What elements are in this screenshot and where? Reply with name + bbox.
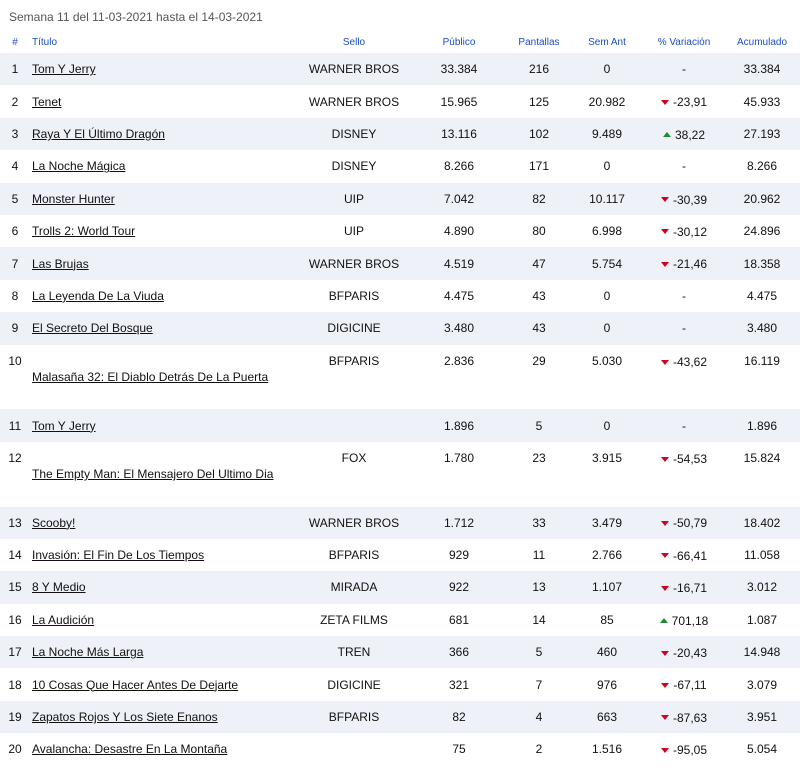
sello-cell	[298, 733, 410, 765]
variacion-value: -	[682, 288, 686, 303]
sello-cell: FOX	[298, 442, 410, 507]
title-cell	[30, 571, 298, 603]
sello-cell: BFPARIS	[298, 701, 410, 733]
movie-title-link[interactable]: 8 Y Medio	[32, 580, 86, 595]
variacion-value: -30,12	[672, 224, 708, 239]
rank-cell: 1	[0, 53, 30, 85]
rank-cell: 17	[0, 636, 30, 668]
table-row	[0, 53, 800, 85]
sello-cell: WARNER BROS	[298, 507, 410, 539]
down-arrow-icon	[661, 360, 669, 365]
rank-cell: 19	[0, 701, 30, 733]
variacion-value: -	[682, 159, 686, 174]
sem-ant-cell: 976	[570, 668, 644, 700]
rank-cell: 12	[0, 442, 30, 507]
down-arrow-icon	[661, 748, 669, 753]
variacion-cell	[644, 604, 724, 636]
acumulado-cell: 14.948	[724, 636, 800, 668]
variacion-cell	[644, 507, 724, 539]
movie-title-link[interactable]: Scooby!	[32, 515, 76, 530]
pantallas-cell: 4	[508, 701, 570, 733]
rank-cell: 7	[0, 247, 30, 279]
sem-ant-cell: 5.754	[570, 247, 644, 279]
sem-ant-cell: 9.489	[570, 118, 644, 150]
sem-ant-cell: 3.915	[570, 442, 644, 507]
title-cell	[30, 183, 298, 215]
box-office-table	[0, 31, 800, 766]
publico-cell: 4.890	[410, 215, 508, 247]
title-cell	[30, 733, 298, 765]
table-row	[0, 118, 800, 150]
header-sello[interactable]: Sello	[342, 36, 366, 48]
rank-cell: 11	[0, 409, 30, 441]
pantallas-cell: 2	[508, 733, 570, 765]
movie-title-link[interactable]: Tenet	[32, 94, 62, 109]
rank-cell: 9	[0, 312, 30, 344]
publico-cell: 929	[410, 539, 508, 571]
week-label: Semana 11 del 11-03-2021 hasta el 14-03-2021	[9, 10, 263, 24]
sello-cell: WARNER BROS	[298, 247, 410, 279]
table-row	[0, 442, 800, 507]
header-rank[interactable]: #	[12, 36, 18, 48]
sello-cell: MIRADA	[298, 571, 410, 603]
rank-cell: 6	[0, 215, 30, 247]
title-cell	[30, 150, 298, 182]
pantallas-cell: 216	[508, 53, 570, 85]
header-title[interactable]: Título	[32, 36, 58, 48]
sem-ant-cell: 0	[570, 150, 644, 182]
movie-title-link[interactable]: The Empty Man: El Mensajero Del Ultimo Dia	[32, 467, 274, 482]
variacion-value: -67,11	[673, 678, 707, 693]
table-row	[0, 604, 800, 636]
variacion-value: -	[682, 321, 686, 336]
movie-title-link[interactable]: Raya Y El Último Dragón	[32, 126, 165, 141]
title-cell	[30, 312, 298, 344]
variacion-value: -21,46	[672, 257, 708, 272]
variacion-value: -16,71	[672, 581, 708, 596]
title-cell	[30, 85, 298, 117]
table-row	[0, 507, 800, 539]
up-arrow-icon	[663, 132, 671, 137]
title-cell	[30, 215, 298, 247]
down-arrow-icon	[661, 229, 669, 234]
table-row	[0, 733, 800, 765]
title-cell	[30, 345, 298, 410]
sello-cell: TREN	[298, 636, 410, 668]
acumulado-cell: 15.824	[724, 442, 800, 507]
pantallas-cell: 47	[508, 247, 570, 279]
variacion-cell	[644, 183, 724, 215]
publico-cell: 681	[410, 604, 508, 636]
acumulado-cell: 24.896	[724, 215, 800, 247]
publico-cell: 82	[410, 701, 508, 733]
movie-title-link[interactable]: Invasión: El Fin De Los Tiempos	[32, 548, 205, 563]
table-row	[0, 571, 800, 603]
publico-cell: 7.042	[410, 183, 508, 215]
variacion-value: -54,53	[672, 452, 708, 467]
movie-title-link[interactable]: La Leyenda De La Viuda	[32, 288, 164, 303]
sello-cell: UIP	[298, 215, 410, 247]
movie-title-link[interactable]: Avalancha: Desastre En La Montaña	[32, 742, 228, 757]
title-cell	[30, 507, 298, 539]
variacion-cell	[644, 150, 724, 182]
variacion-value: -66,41	[672, 548, 708, 563]
publico-cell: 321	[410, 668, 508, 700]
table-row	[0, 701, 800, 733]
movie-title-link[interactable]: Las Brujas	[32, 256, 89, 271]
acumulado-cell: 45.933	[724, 85, 800, 117]
publico-cell: 1.780	[410, 442, 508, 507]
acumulado-cell: 3.079	[724, 668, 800, 700]
variacion-cell	[644, 312, 724, 344]
publico-cell: 4.475	[410, 280, 508, 312]
publico-cell: 8.266	[410, 150, 508, 182]
sem-ant-cell: 20.982	[570, 85, 644, 117]
publico-cell: 75	[410, 733, 508, 765]
variacion-cell	[644, 442, 724, 507]
sello-cell	[298, 409, 410, 441]
acumulado-cell: 11.058	[724, 539, 800, 571]
pantallas-cell: 14	[508, 604, 570, 636]
sem-ant-cell: 5.030	[570, 345, 644, 410]
publico-cell: 922	[410, 571, 508, 603]
sem-ant-cell: 3.479	[570, 507, 644, 539]
title-cell	[30, 604, 298, 636]
variacion-value: -43,62	[672, 355, 708, 370]
table-row	[0, 150, 800, 182]
title-cell	[30, 53, 298, 85]
title-cell	[30, 247, 298, 279]
rank-cell: 2	[0, 85, 30, 117]
title-cell	[30, 701, 298, 733]
rank-cell: 5	[0, 183, 30, 215]
pantallas-cell: 7	[508, 668, 570, 700]
pantallas-cell: 43	[508, 312, 570, 344]
sem-ant-cell: 10.117	[570, 183, 644, 215]
sem-ant-cell: 0	[570, 280, 644, 312]
acumulado-cell: 1.896	[724, 409, 800, 441]
acumulado-cell: 27.193	[724, 118, 800, 150]
variacion-value: -20,43	[672, 646, 708, 660]
acumulado-cell: 1.087	[724, 604, 800, 636]
table-row	[0, 312, 800, 344]
variacion-cell	[644, 571, 724, 603]
sello-cell: WARNER BROS	[298, 85, 410, 117]
publico-cell: 1.712	[410, 507, 508, 539]
rank-cell: 8	[0, 280, 30, 312]
variacion-value: -87,63	[672, 710, 708, 725]
table-row	[0, 215, 800, 247]
acumulado-cell: 3.012	[724, 571, 800, 603]
publico-cell: 15.965	[410, 85, 508, 117]
acumulado-cell: 18.402	[724, 507, 800, 539]
movie-title-link[interactable]: 10 Cosas Que Hacer Antes De Dejarte	[32, 677, 239, 692]
sem-ant-cell: 460	[570, 636, 644, 668]
movie-title-link[interactable]: Malasaña 32: El Diablo Detrás De La Puerta	[32, 369, 269, 384]
table-row	[0, 668, 800, 700]
down-arrow-icon	[661, 553, 669, 558]
down-arrow-icon	[661, 262, 669, 267]
rank-cell: 13	[0, 507, 30, 539]
sem-ant-cell: 0	[570, 409, 644, 441]
title-cell	[30, 636, 298, 668]
pantallas-cell: 13	[508, 571, 570, 603]
sem-ant-cell: 0	[570, 312, 644, 344]
publico-cell: 33.384	[410, 53, 508, 85]
publico-cell: 4.519	[410, 247, 508, 279]
variacion-cell	[644, 280, 724, 312]
movie-title-link[interactable]: La Noche Mágica	[32, 159, 126, 174]
table-row	[0, 85, 800, 117]
pantallas-cell: 80	[508, 215, 570, 247]
variacion-cell	[644, 85, 724, 117]
pantallas-cell: 5	[508, 409, 570, 441]
rank-cell: 16	[0, 604, 30, 636]
variacion-value: 38,22	[674, 127, 706, 142]
table-row	[0, 345, 800, 410]
variacion-value: -95,05	[672, 743, 708, 758]
publico-cell: 3.480	[410, 312, 508, 344]
acumulado-cell: 8.266	[724, 150, 800, 182]
down-arrow-icon	[661, 197, 669, 202]
title-cell	[30, 118, 298, 150]
down-arrow-icon	[661, 651, 669, 656]
variacion-cell	[644, 733, 724, 765]
acumulado-cell: 20.962	[724, 183, 800, 215]
sello-cell: DIGICINE	[298, 312, 410, 344]
acumulado-cell: 33.384	[724, 53, 800, 85]
sello-cell: ZETA FILMS	[298, 604, 410, 636]
header-sem-ant[interactable]: Sem Ant	[588, 36, 626, 48]
pantallas-cell: 5	[508, 636, 570, 668]
variacion-cell	[644, 539, 724, 571]
variacion-cell	[644, 118, 724, 150]
table-row	[0, 247, 800, 279]
title-cell	[30, 409, 298, 441]
publico-cell: 13.116	[410, 118, 508, 150]
movie-title-link[interactable]: Trolls 2: World Tour	[32, 224, 136, 239]
pantallas-cell: 29	[508, 345, 570, 410]
rank-cell: 10	[0, 345, 30, 410]
acumulado-cell: 3.480	[724, 312, 800, 344]
down-arrow-icon	[661, 100, 669, 105]
down-arrow-icon	[661, 457, 669, 462]
variacion-value: 701,18	[671, 613, 709, 628]
pantallas-cell: 11	[508, 539, 570, 571]
header-pantallas[interactable]: Pantallas	[518, 36, 560, 48]
sem-ant-cell: 85	[570, 604, 644, 636]
variacion-cell	[644, 215, 724, 247]
rank-cell: 3	[0, 118, 30, 150]
sello-cell: DIGICINE	[298, 668, 410, 700]
rank-cell: 14	[0, 539, 30, 571]
down-arrow-icon	[661, 683, 669, 688]
variacion-value: -	[682, 418, 686, 433]
down-arrow-icon	[661, 521, 669, 526]
movie-title-link[interactable]: Tom Y Jerry	[32, 62, 96, 77]
variacion-value: -50,79	[672, 516, 708, 531]
pantallas-cell: 171	[508, 150, 570, 182]
table-row	[0, 409, 800, 441]
variacion-cell	[644, 409, 724, 441]
publico-cell: 2.836	[410, 345, 508, 410]
variacion-value: -30,39	[672, 192, 708, 207]
publico-cell: 366	[410, 636, 508, 668]
title-cell	[30, 539, 298, 571]
variacion-cell	[644, 247, 724, 279]
acumulado-cell: 3.951	[724, 701, 800, 733]
header-acumulado[interactable]: Acumulado	[736, 36, 788, 48]
variacion-value: -23,91	[672, 95, 708, 110]
variacion-value: -	[682, 62, 686, 77]
variacion-cell	[644, 53, 724, 85]
rank-cell: 18	[0, 668, 30, 700]
sello-cell: BFPARIS	[298, 345, 410, 410]
title-cell	[30, 668, 298, 700]
pantallas-cell: 125	[508, 85, 570, 117]
pantallas-cell: 43	[508, 280, 570, 312]
sello-cell: BFPARIS	[298, 539, 410, 571]
pantallas-cell: 33	[508, 507, 570, 539]
acumulado-cell: 5.054	[724, 733, 800, 765]
table-row	[0, 539, 800, 571]
table-row	[0, 183, 800, 215]
rank-cell: 20	[0, 733, 30, 765]
sem-ant-cell: 663	[570, 701, 644, 733]
sem-ant-cell: 6.998	[570, 215, 644, 247]
pantallas-cell: 23	[508, 442, 570, 507]
down-arrow-icon	[661, 586, 669, 591]
rank-cell: 15	[0, 571, 30, 603]
up-arrow-icon	[660, 618, 668, 623]
sello-cell: WARNER BROS	[298, 53, 410, 85]
header-publico[interactable]: Público	[442, 36, 476, 48]
table-row	[0, 636, 800, 668]
movie-title-link[interactable]: Tom Y Jerry	[32, 418, 96, 433]
variacion-cell	[644, 345, 724, 410]
variacion-cell	[644, 636, 724, 668]
movie-title-link[interactable]: La Noche Más Larga	[32, 645, 144, 660]
sello-cell: UIP	[298, 183, 410, 215]
header-variacion[interactable]: % Variación	[657, 36, 711, 48]
sem-ant-cell: 1.516	[570, 733, 644, 765]
sem-ant-cell: 1.107	[570, 571, 644, 603]
variacion-cell	[644, 668, 724, 700]
variacion-cell	[644, 701, 724, 733]
title-cell	[30, 280, 298, 312]
sello-cell: DISNEY	[298, 150, 410, 182]
sem-ant-cell: 0	[570, 53, 644, 85]
down-arrow-icon	[661, 715, 669, 720]
sello-cell: DISNEY	[298, 118, 410, 150]
pantallas-cell: 82	[508, 183, 570, 215]
pantallas-cell: 102	[508, 118, 570, 150]
sello-cell: BFPARIS	[298, 280, 410, 312]
movie-title-link[interactable]: El Secreto Del Bosque	[32, 321, 153, 336]
title-cell	[30, 442, 298, 507]
acumulado-cell: 16.119	[724, 345, 800, 410]
table-header	[0, 31, 800, 53]
rank-cell: 4	[0, 150, 30, 182]
movie-title-link[interactable]: Monster Hunter	[32, 191, 115, 206]
acumulado-cell: 18.358	[724, 247, 800, 279]
movie-title-link[interactable]: La Audición	[32, 612, 95, 627]
sem-ant-cell: 2.766	[570, 539, 644, 571]
publico-cell: 1.896	[410, 409, 508, 441]
movie-title-link[interactable]: Zapatos Rojos Y Los Siete Enanos	[32, 710, 218, 725]
acumulado-cell: 4.475	[724, 280, 800, 312]
table-row	[0, 280, 800, 312]
